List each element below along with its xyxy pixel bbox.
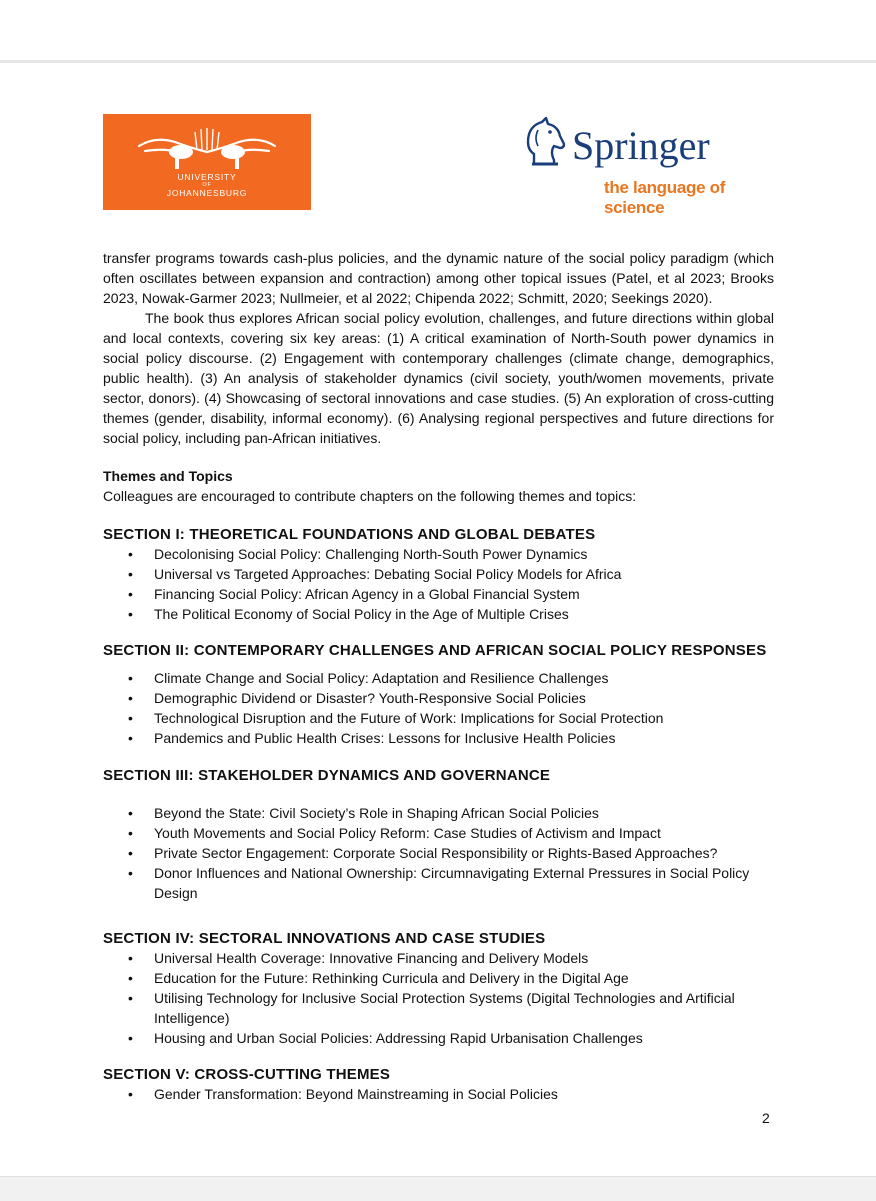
bullet-icon: • xyxy=(128,950,133,966)
springer-logo xyxy=(520,112,780,217)
list-item: • Donor Influences and National Ownership: Circumnavigating External Pressures in Social Policy Design xyxy=(128,865,750,901)
bullet-icon: • xyxy=(128,990,133,1006)
viewer-top-bar xyxy=(0,0,876,63)
springer-horse-icon xyxy=(520,116,568,168)
list-item: • Education for the Future: Rethinking Curricula and Delivery in the Digital Age xyxy=(128,970,629,986)
intro-paragraph-2: The book thus explores African social policy evolution, challenges, and future directions within global and local contexts, covering six key areas: (1) A critical examination of North-South power dynamics in social policy discourse. (2) Engagement with contemporary challenges (climate change, demographics, public health). (3) An analysis of stakeholder dynamics (civil society, youth/women movements, private sector, donors). (4) Showcasing of sectoral innovations and case studies. (5) An exploration of cross-cutting themes (gender, disability, informal economy). (6) Analysing regional perspectives and future directions for social policy, including pan-African initiatives. xyxy=(103,310,774,446)
bullet-icon: • xyxy=(128,825,133,841)
themes-lead: Colleagues are encouraged to contribute chapters on the following themes and topics: xyxy=(103,488,637,504)
section-2-heading: SECTION II: CONTEMPORARY CHALLENGES AND AFRICAN SOCIAL POLICY RESPONSES xyxy=(103,642,767,659)
bullet-icon: • xyxy=(128,865,133,881)
bullet-icon: • xyxy=(128,1030,133,1046)
bullet-icon: • xyxy=(128,690,133,706)
bullet-icon: • xyxy=(128,970,133,986)
bullet-icon: • xyxy=(128,845,133,861)
springer-tagline: the language of science xyxy=(604,178,726,217)
bullet-icon: • xyxy=(128,730,133,746)
page-number: 2 xyxy=(762,1110,770,1126)
bullet-icon: • xyxy=(128,546,133,562)
section-3-list xyxy=(103,803,774,903)
section-3-heading: SECTION III: STAKEHOLDER DYNAMICS AND GOVERNANCE xyxy=(103,767,551,784)
section-2-list xyxy=(103,668,774,748)
list-item: • Youth Movements and Social Policy Reform: Case Studies of Activism and Impact xyxy=(128,825,661,841)
viewer-bottom-bar xyxy=(0,1176,876,1201)
section-1-heading: SECTION I: THEORETICAL FOUNDATIONS AND GLOBAL DEBATES xyxy=(103,526,596,543)
list-item: • Utilising Technology for Inclusive Social Protection Systems (Digital Technologies and Artificial Intelligence) xyxy=(128,990,735,1026)
list-item: • Decolonising Social Policy: Challenging North-South Power Dynamics xyxy=(128,546,588,562)
list-item: • Pandemics and Public Health Crises: Lessons for Inclusive Health Policies xyxy=(128,730,616,746)
section-1-list xyxy=(103,544,774,624)
bullet-icon: • xyxy=(128,710,133,726)
springer-wordmark: Springer xyxy=(572,123,710,168)
list-item: • Gender Transformation: Beyond Mainstreaming in Social Policies xyxy=(128,1086,558,1102)
document-body xyxy=(103,248,774,1104)
list-item: • Financing Social Policy: African Agency in a Global Financial System xyxy=(128,586,580,602)
section-4-heading: SECTION IV: SECTORAL INNOVATIONS AND CASE STUDIES xyxy=(103,930,546,947)
list-item: • Technological Disruption and the Future of Work: Implications for Social Protection xyxy=(128,710,664,726)
list-item: • Universal Health Coverage: Innovative Financing and Delivery Models xyxy=(128,950,589,966)
list-item: • Universal vs Targeted Approaches: Debating Social Policy Models for Africa xyxy=(128,566,622,582)
bullet-icon: • xyxy=(128,606,133,622)
bullet-icon: • xyxy=(128,566,133,582)
intro-paragraph-1: transfer programs towards cash-plus policies, and the dynamic nature of the social policy paradigm (which often oscillates between expansion and contraction) among other topical issues (Patel, et al 2023; Brooks 2023, Nowak-Garmer 2023; Nullmeier, et al 2022; Chipenda 2022; Schmitt, 2020; Seekings 2020). xyxy=(103,250,774,306)
section-5-list xyxy=(103,1084,774,1104)
uj-emblem-icon xyxy=(135,126,279,172)
uj-logo-line-1: UNIVERSITY xyxy=(177,172,237,182)
section-5-heading: SECTION V: CROSS-CUTTING THEMES xyxy=(103,1066,391,1083)
bullet-icon: • xyxy=(128,1086,133,1102)
university-of-johannesburg-logo xyxy=(103,114,311,210)
list-item: • Demographic Dividend or Disaster? Youth-Responsive Social Policies xyxy=(128,690,586,706)
list-item: • Private Sector Engagement: Corporate Social Responsibility or Rights-Based Approaches? xyxy=(128,845,718,861)
bullet-icon: • xyxy=(128,670,133,686)
list-item: • The Political Economy of Social Policy in the Age of Multiple Crises xyxy=(128,606,569,622)
bullet-icon: • xyxy=(128,586,133,602)
list-item: • Climate Change and Social Policy: Adaptation and Resilience Challenges xyxy=(128,670,609,686)
list-item: • Beyond the State: Civil Society’s Role in Shaping African Social Policies xyxy=(128,805,599,821)
uj-logo-line-2: OF xyxy=(202,182,212,188)
list-item: • Housing and Urban Social Policies: Addressing Rapid Urbanisation Challenges xyxy=(128,1030,643,1046)
themes-heading: Themes and Topics xyxy=(103,468,233,484)
uj-logo-line-3: JOHANNESBURG xyxy=(166,188,248,198)
section-4-list xyxy=(103,948,774,1048)
bullet-icon: • xyxy=(128,805,133,821)
